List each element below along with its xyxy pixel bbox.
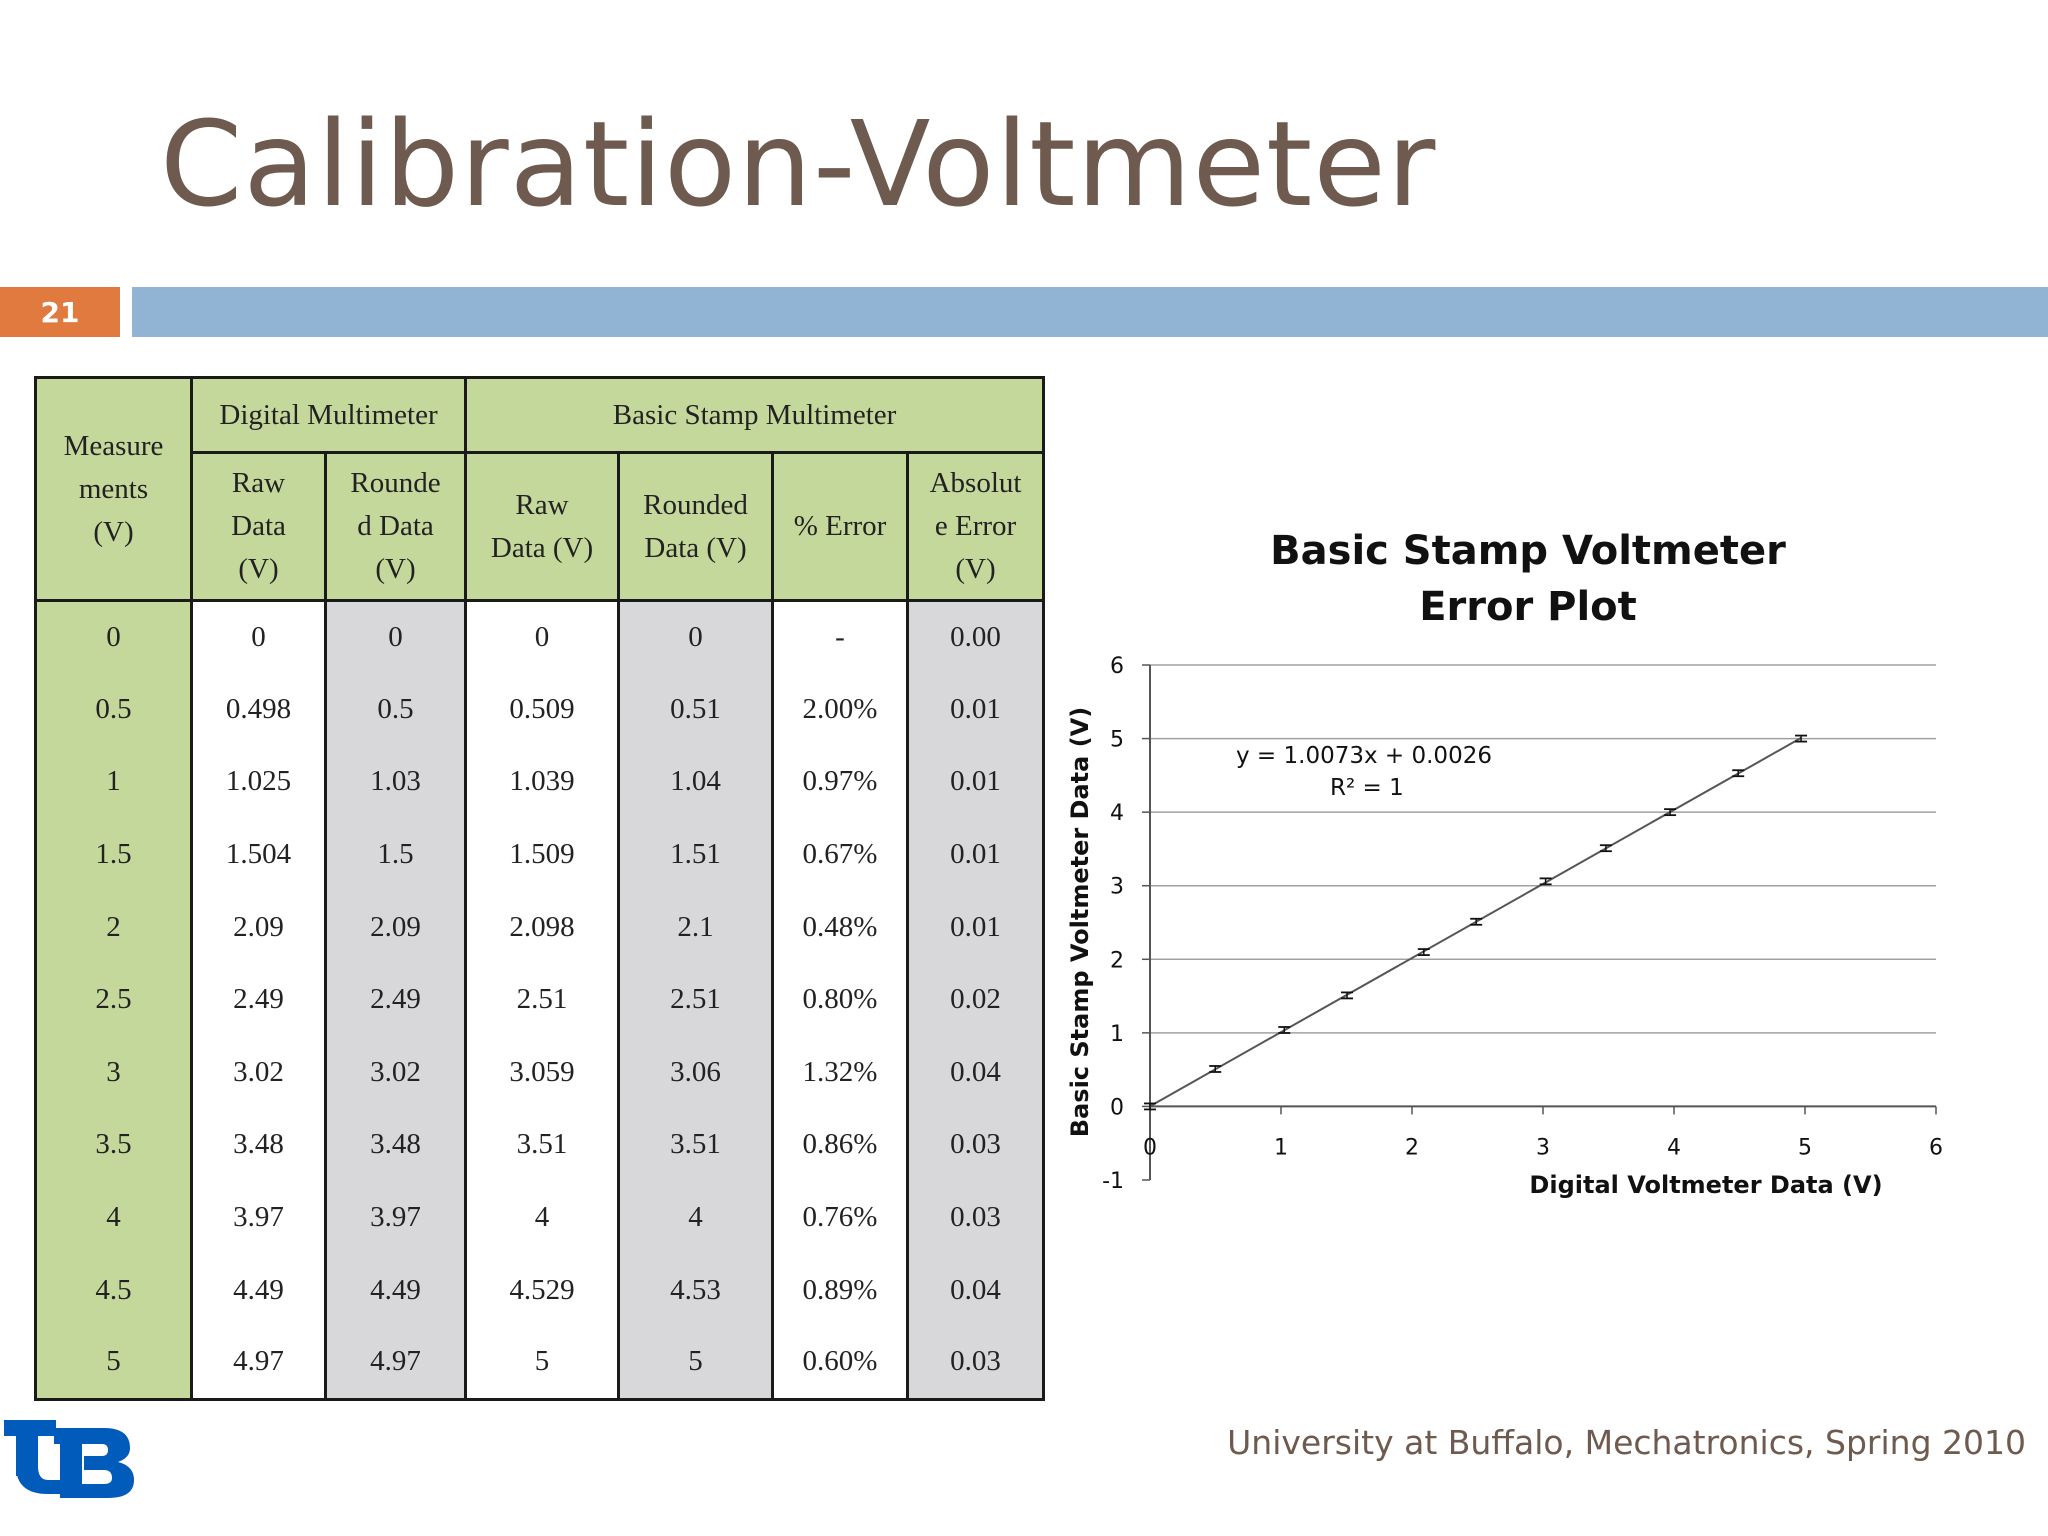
chart-gridlines (1150, 665, 1936, 1033)
chart-x-axis-label: Digital Voltmeter Data (V) (1529, 1171, 1883, 1199)
table-row (36, 673, 1044, 746)
cell-abs-error: 0.04 (908, 1254, 1044, 1327)
cell-pct-error: 1.32% (773, 1036, 908, 1109)
cell-dmm-rounded: 2.49 (326, 963, 466, 1036)
tick-label-y: 1 (1110, 1021, 1124, 1047)
cell-measurement: 5 (36, 1326, 192, 1399)
cell-dmm-raw: 2.09 (192, 891, 326, 964)
cell-dmm-raw: 1.504 (192, 818, 326, 891)
cell-dmm-rounded: 0.5 (326, 673, 466, 746)
cell-pct-error: 0.48% (773, 891, 908, 964)
cell-bs-rounded: 0 (619, 601, 773, 674)
slide-title: Calibration-Voltmeter (160, 95, 1437, 233)
header-digital-multimeter: Digital Multimeter (192, 378, 466, 453)
cell-bs-raw: 4 (466, 1181, 619, 1254)
footer-text: University at Buffalo, Mechatronics, Spring 2010 (1227, 1423, 2026, 1462)
tick-label-x: 1 (1274, 1135, 1288, 1161)
cell-abs-error: 0.01 (908, 891, 1044, 964)
header-bs-raw: Raw Data (V) (466, 453, 619, 601)
cell-pct-error: - (773, 601, 908, 674)
cell-bs-raw: 5 (466, 1326, 619, 1399)
cell-bs-raw: 1.039 (466, 746, 619, 819)
cell-dmm-raw: 3.02 (192, 1036, 326, 1109)
cell-abs-error: 0.01 (908, 818, 1044, 891)
cell-pct-error: 0.76% (773, 1181, 908, 1254)
cell-abs-error: 0.02 (908, 963, 1044, 1036)
chart-r2-label: R² = 1 (1330, 775, 1404, 801)
table-row (36, 746, 1044, 819)
header-measurements: Measure ments (V) (36, 378, 192, 601)
tick-label-y: 4 (1110, 801, 1124, 827)
cell-dmm-rounded: 1.03 (326, 746, 466, 819)
cell-pct-error: 0.67% (773, 818, 908, 891)
slide-number-badge: 21 (0, 287, 120, 337)
tick-label-y: -1 (1102, 1169, 1124, 1194)
chart-title-line-2: Error Plot (1419, 584, 1637, 630)
header-pct-error: % Error (773, 453, 908, 601)
tick-label-x: 3 (1536, 1135, 1550, 1161)
table-row (36, 1181, 1044, 1254)
cell-pct-error: 0.60% (773, 1326, 908, 1399)
cell-bs-rounded: 0.51 (619, 673, 773, 746)
cell-bs-rounded: 4 (619, 1181, 773, 1254)
cell-measurement: 2.5 (36, 963, 192, 1036)
cell-bs-rounded: 4.53 (619, 1254, 773, 1327)
header-bar (132, 287, 2048, 337)
cell-dmm-rounded: 4.97 (326, 1326, 466, 1399)
cell-bs-raw: 1.509 (466, 818, 619, 891)
cell-dmm-rounded: 3.02 (326, 1036, 466, 1109)
cell-dmm-raw: 4.97 (192, 1326, 326, 1399)
cell-measurement: 0.5 (36, 673, 192, 746)
cell-pct-error: 0.86% (773, 1109, 908, 1182)
cell-pct-error: 0.80% (773, 963, 908, 1036)
cell-dmm-rounded: 1.5 (326, 818, 466, 891)
cell-pct-error: 0.97% (773, 746, 908, 819)
cell-dmm-raw: 3.48 (192, 1109, 326, 1182)
header-basic-stamp-multimeter: Basic Stamp Multimeter (466, 378, 1044, 453)
cell-bs-raw: 3.059 (466, 1036, 619, 1109)
cell-dmm-raw: 4.49 (192, 1254, 326, 1327)
header-abs-error: Absolut e Error (V) (908, 453, 1044, 601)
header-dmm-raw: Raw Data (V) (192, 453, 326, 601)
cell-measurement: 3.5 (36, 1109, 192, 1182)
table-row (36, 818, 1044, 891)
cell-bs-raw: 3.51 (466, 1109, 619, 1182)
cell-bs-raw: 0.509 (466, 673, 619, 746)
tick-label-x: 6 (1929, 1135, 1943, 1161)
tick-label-y: 5 (1110, 727, 1124, 753)
cell-abs-error: 0.01 (908, 673, 1044, 746)
cell-dmm-raw: 1.025 (192, 746, 326, 819)
cell-bs-raw: 0 (466, 601, 619, 674)
header-bs-rounded: Rounded Data (V) (619, 453, 773, 601)
cell-abs-error: 0.03 (908, 1326, 1044, 1399)
tick-label-y: 6 (1110, 654, 1124, 679)
cell-dmm-rounded: 0 (326, 601, 466, 674)
header-dmm-rounded: Rounde d Data (V) (326, 453, 466, 601)
cell-dmm-rounded: 3.97 (326, 1181, 466, 1254)
chart-point (1540, 878, 1552, 884)
cell-bs-raw: 4.529 (466, 1254, 619, 1327)
tick-label-y: 3 (1110, 874, 1124, 900)
cell-dmm-raw: 2.49 (192, 963, 326, 1036)
cell-bs-rounded: 3.06 (619, 1036, 773, 1109)
cell-abs-error: 0.01 (908, 746, 1044, 819)
chart-equation-label: y = 1.0073x + 0.0026 (1236, 743, 1492, 769)
tick-label-x: 4 (1667, 1135, 1681, 1161)
tick-label-x: 2 (1405, 1135, 1419, 1161)
table-row (36, 1109, 1044, 1182)
cell-bs-raw: 2.098 (466, 891, 619, 964)
chart-title-line-1: Basic Stamp Voltmeter (1270, 528, 1786, 574)
ub-logo-icon (4, 1418, 134, 1500)
cell-measurement: 1 (36, 746, 192, 819)
tick-label-y: 0 (1110, 1095, 1124, 1121)
cell-bs-rounded: 5 (619, 1326, 773, 1399)
cell-abs-error: 0.03 (908, 1181, 1044, 1254)
table-row (36, 963, 1044, 1036)
cell-bs-rounded: 3.51 (619, 1109, 773, 1182)
calibration-table (34, 376, 1045, 1401)
chart-tick-labels (1102, 654, 1943, 1194)
cell-measurement: 1.5 (36, 818, 192, 891)
cell-measurement: 2 (36, 891, 192, 964)
cell-dmm-rounded: 4.49 (326, 1254, 466, 1327)
error-plot-chart (1060, 520, 1960, 1240)
cell-dmm-raw: 0.498 (192, 673, 326, 746)
chart-y-axis-label: Basic Stamp Voltmeter Data (V) (1066, 706, 1094, 1138)
cell-dmm-rounded: 2.09 (326, 891, 466, 964)
cell-bs-rounded: 2.1 (619, 891, 773, 964)
cell-bs-rounded: 2.51 (619, 963, 773, 1036)
table-row (36, 1326, 1044, 1399)
cell-dmm-raw: 0 (192, 601, 326, 674)
table-row (36, 891, 1044, 964)
table-row (36, 601, 1044, 674)
cell-measurement: 4.5 (36, 1254, 192, 1327)
cell-abs-error: 0.00 (908, 601, 1044, 674)
tick-label-x: 0 (1143, 1135, 1157, 1161)
cell-dmm-raw: 3.97 (192, 1181, 326, 1254)
cell-bs-rounded: 1.04 (619, 746, 773, 819)
table-row (36, 1036, 1044, 1109)
cell-bs-raw: 2.51 (466, 963, 619, 1036)
cell-pct-error: 2.00% (773, 673, 908, 746)
cell-abs-error: 0.03 (908, 1109, 1044, 1182)
cell-measurement: 4 (36, 1181, 192, 1254)
tick-label-y: 2 (1110, 948, 1124, 974)
table-row (36, 1254, 1044, 1327)
cell-abs-error: 0.04 (908, 1036, 1044, 1109)
cell-dmm-rounded: 3.48 (326, 1109, 466, 1182)
cell-measurement: 3 (36, 1036, 192, 1109)
cell-pct-error: 0.89% (773, 1254, 908, 1327)
tick-label-x: 5 (1798, 1135, 1812, 1161)
cell-measurement: 0 (36, 601, 192, 674)
cell-bs-rounded: 1.51 (619, 818, 773, 891)
